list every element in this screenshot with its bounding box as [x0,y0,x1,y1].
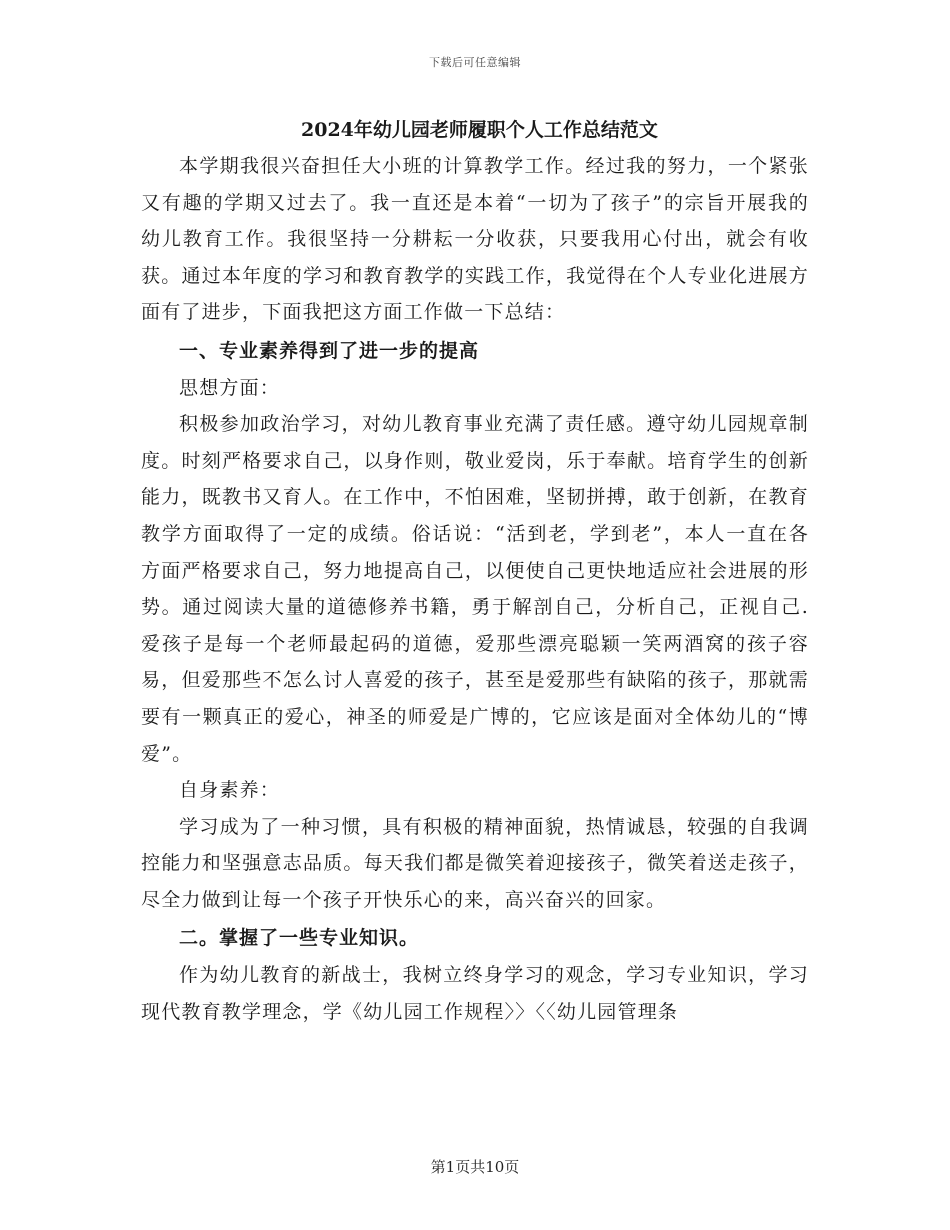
subheading-thought: 思想方面： [179,376,281,399]
section-heading-1: 一、专业素养得到了进一步的提高 [179,339,480,362]
paragraph-thought: 积极参加政治学习，对幼儿教育事业充满了责任感。遵守幼儿园规章制度。时刻严格要求自己，以身作则，敬业爱岗，乐于奉献。培育学生的创新能力，既教书又育人。在工作中，不怕困难，坚韧拼搏，敢于创新，在教育教学方面取得了一定的成绩。俗话说：“活到老，学到老”，本人一直在各方面严格要求自己，努力地提高自己，以便使自己更快地适应社会进展的形势。通过阅读大量的道德修养书籍，勇于解剖自己，分析自己，正视自己.爱孩子是每一个老师最起码的道德，爱那些漂亮聪颖一笑两酒窝的孩子容易，但爱那些不怎么讨人喜爱的孩子，甚至是爱那些有缺陷的孩子，那就需要有一颗真正的爱心，神圣的师爱是广博的，它应该是面对全体幼儿的“博爱”。 [141,413,809,765]
document-title: 2024年幼儿园老师履职个人工作总结范文 [301,119,658,141]
section-heading-2: 二。掌握了一些专业知识。 [179,927,420,950]
paragraph-self-quality: 学习成为了一种习惯，具有积极的精神面貌，热情诚恳，较强的自我调控能力和坚强意志品质。每天我们都是微笑着迎接孩子，微笑着送走孩子，尽全力做到让每一个孩子开快乐心的来，高兴奋兴的回家。 [141,815,809,911]
subheading-self-quality: 自身素养： [179,779,281,802]
document-body [141,112,809,1030]
header-note: 下载后可任意编辑 [429,56,521,69]
intro-paragraph: 本学期我很兴奋担任大小班的计算教学工作。经过我的努力，一个紧张又有趣的学期又过去了。我一直还是本着“一切为了孩子”的宗旨开展我的幼儿教育工作。我很坚持一分耕耘一分收获，只要我用心付出，就会有收获。通过本年度的学习和教育教学的实践工作，我觉得在个人专业化进展方面有了进步，下面我把这方面工作做一下总结： [141,155,809,324]
paragraph-professional-knowledge: 作为幼儿教育的新战士，我树立终身学习的观念，学习专业知识，学习现代教育教学理念，学《幼儿园工作规程〉〉〈〈幼儿园管理条 [141,964,809,1023]
page-footer: 第1页共10页 [430,1158,520,1176]
